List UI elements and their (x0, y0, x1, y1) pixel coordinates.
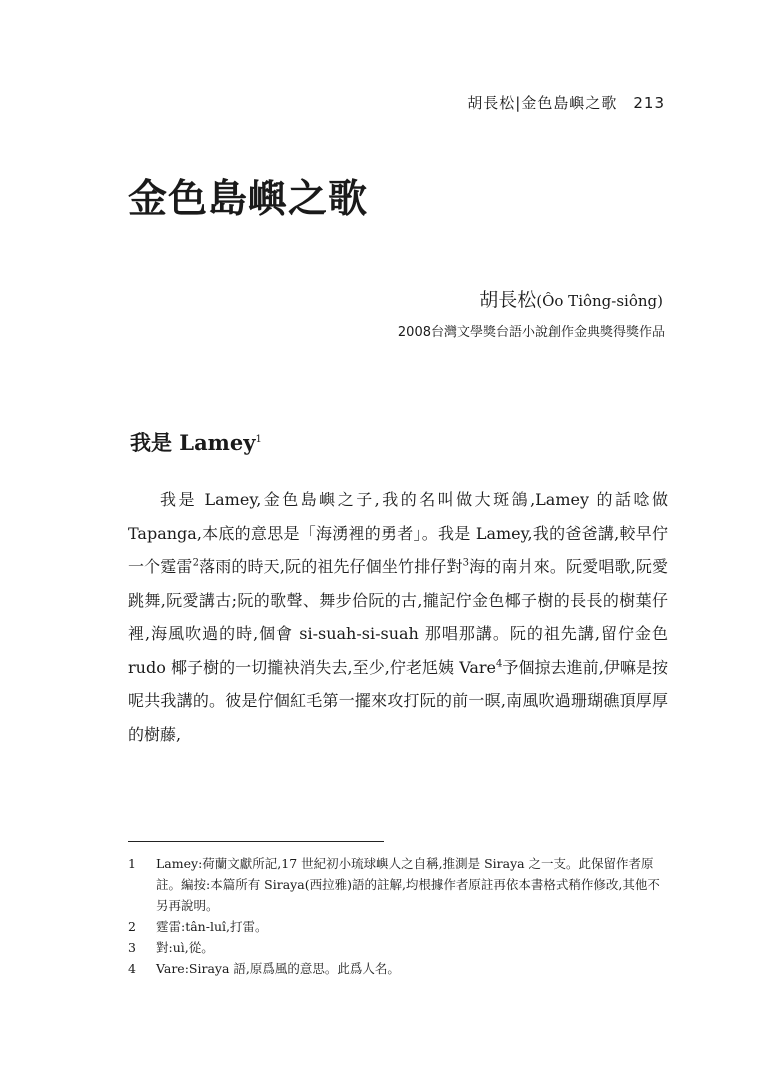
footnote-text: Lamey:荷蘭文獻所記,17 世紀初小琉球嶼人之自稱,推測是 Siraya 之一支。此保留作者原註。編按:本篇所有 Siraya(西拉雅)語的註解,均根據作者原註再依本書格式稍作修改,其他不另再說明。 (156, 856, 660, 913)
section-heading (130, 430, 262, 455)
page-title: 金色島嶼之歌 (128, 176, 369, 222)
footnote-ref-4: 4 (495, 658, 503, 670)
footnote-item (128, 958, 668, 979)
author-line (479, 285, 663, 312)
page-number: 213 (633, 94, 665, 112)
footnote-divider (128, 841, 384, 842)
section-heading-text: 我是 Lamey (130, 430, 256, 455)
paragraph-part-2: 落雨的時天,阮的祖先仔個坐竹排仔對 (198, 557, 463, 576)
running-title: 胡長松|金色島嶼之歌 (467, 94, 618, 112)
footnote-text: Vare:Siraya 語,原爲風的意思。此爲人名。 (156, 961, 400, 976)
footnote-item (128, 916, 668, 937)
author-romanized: (Ôo Tiông-siông) (536, 292, 663, 310)
award-note: 2008台灣文學獎台語小說創作金典獎得獎作品 (397, 325, 665, 340)
footnote-ref-1: 1 (255, 434, 262, 445)
footnote-number: 1 (128, 856, 136, 871)
author-name: 胡長松 (479, 289, 537, 311)
footnote-ref-3: 3 (462, 557, 470, 569)
body-text (128, 483, 668, 751)
footnotes (128, 853, 668, 979)
footnote-text: 對:uì,從。 (156, 940, 214, 955)
paragraph-part-4: 予個掠去進前,伊嘛是按呢共我講的。彼是佇個紅毛第一擺來攻打阮的前一暝,南風吹過珊瑚礁頂厚厚的樹藤, (128, 657, 668, 744)
footnote-text: 霆雷:tân-luî,打雷。 (156, 919, 268, 934)
footnote-number: 3 (128, 940, 136, 955)
footnote-item (128, 853, 668, 916)
paragraph (128, 483, 668, 751)
paragraph-part-1: 我是 Lamey,金色島嶼之子,我的名叫做大斑鴿,Lamey 的話唸做 Tapanga,本底的意思是「海湧裡的勇者」。我是 Lamey,我的爸爸講,較早佇一个霆雷 (128, 490, 668, 576)
footnote-ref-2: 2 (192, 557, 199, 569)
paragraph-part-3: 海的南爿來。阮愛唱歌,阮愛跳舞,阮愛講古;阮的歌聲、舞步佮阮的古,攏記佇金色椰子樹的長長的樹葉仔裡,海風吹過的時,個會 si-suah-si-suah 那唱那講。阮的祖先講,留佇金色 rudo 椰子樹的一切攏袂消失去,至少,佇老尪姨 Vare (128, 557, 668, 677)
footnote-item (128, 937, 668, 958)
running-header (467, 92, 665, 113)
footnote-number: 4 (128, 961, 136, 976)
footnote-number: 2 (128, 919, 136, 934)
